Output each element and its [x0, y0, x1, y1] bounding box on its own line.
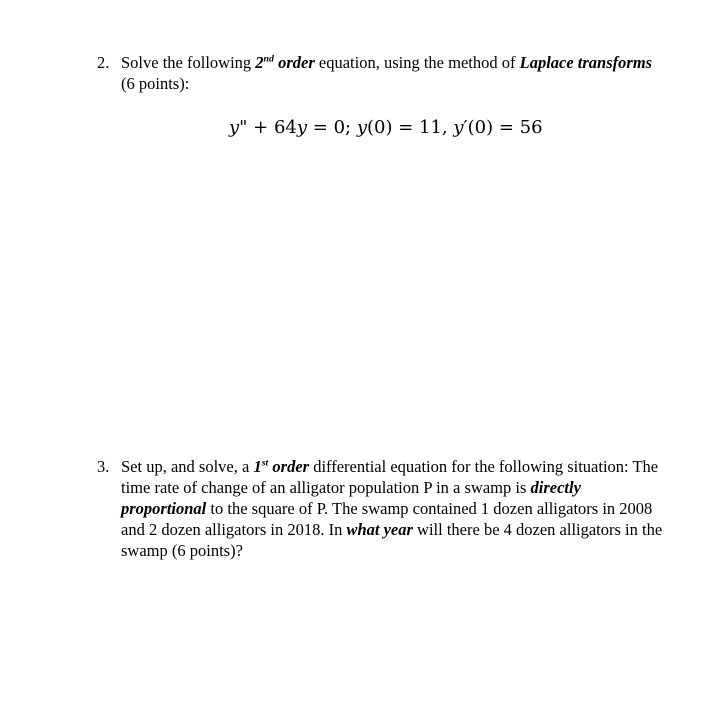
problem-3-text-4: will there be 4 dozen alligators in the swamp (6 points)?	[121, 520, 663, 560]
equation-equals-zero: = 0;	[307, 117, 357, 138]
problem-2-text-2: equation, using the method of	[314, 53, 520, 72]
problem-2-order-word: order	[273, 53, 315, 72]
equation-var-y: y	[229, 117, 240, 138]
equation-var-y: y	[356, 117, 367, 138]
problem-3	[97, 456, 667, 561]
problem-2-method: Laplace transforms	[519, 53, 653, 72]
problem-2	[97, 52, 667, 94]
problem-3-order-number: 1	[253, 457, 262, 476]
problem-3-emphasis-proportional: directly proportional	[121, 478, 581, 518]
problem-3-order-word: order	[268, 457, 310, 476]
problem-2-order-number: 2	[255, 53, 264, 72]
problem-2-order	[255, 53, 314, 72]
problem-3-text-3: to the square of P. The swamp contained 1 dozen alligators in 2008 and 2 dozen alligators in 2018. In	[121, 499, 653, 539]
problem-2-order-suffix: nd	[263, 53, 274, 65]
problem-3-emphasis-year: what year	[346, 520, 413, 539]
problem-3-text	[121, 456, 667, 561]
problem-2-text-3: (6 points):	[121, 74, 190, 93]
problem-2-equation	[229, 117, 543, 138]
problem-2-number: 2.	[97, 53, 110, 72]
problem-2-text-1: Solve the following	[121, 53, 256, 72]
problem-3-number: 3.	[97, 457, 110, 476]
equation-lhs: " + 64	[239, 117, 297, 138]
equation-var-y: y	[453, 117, 464, 138]
problem-2-text	[121, 52, 667, 94]
problem-3-order-suffix: st	[261, 457, 269, 469]
problem-3-order	[253, 457, 309, 476]
problem-3-text-1: Set up, and solve, a	[121, 457, 254, 476]
equation-var-y: y	[296, 117, 308, 138]
problem-3-text-2: differential equation for the following situation: The time rate of change of an alligator population P in a swamp is	[121, 457, 659, 497]
equation-initial-value: (0) = 11,	[367, 117, 454, 138]
equation-initial-derivative: ′(0) = 56	[463, 117, 543, 138]
